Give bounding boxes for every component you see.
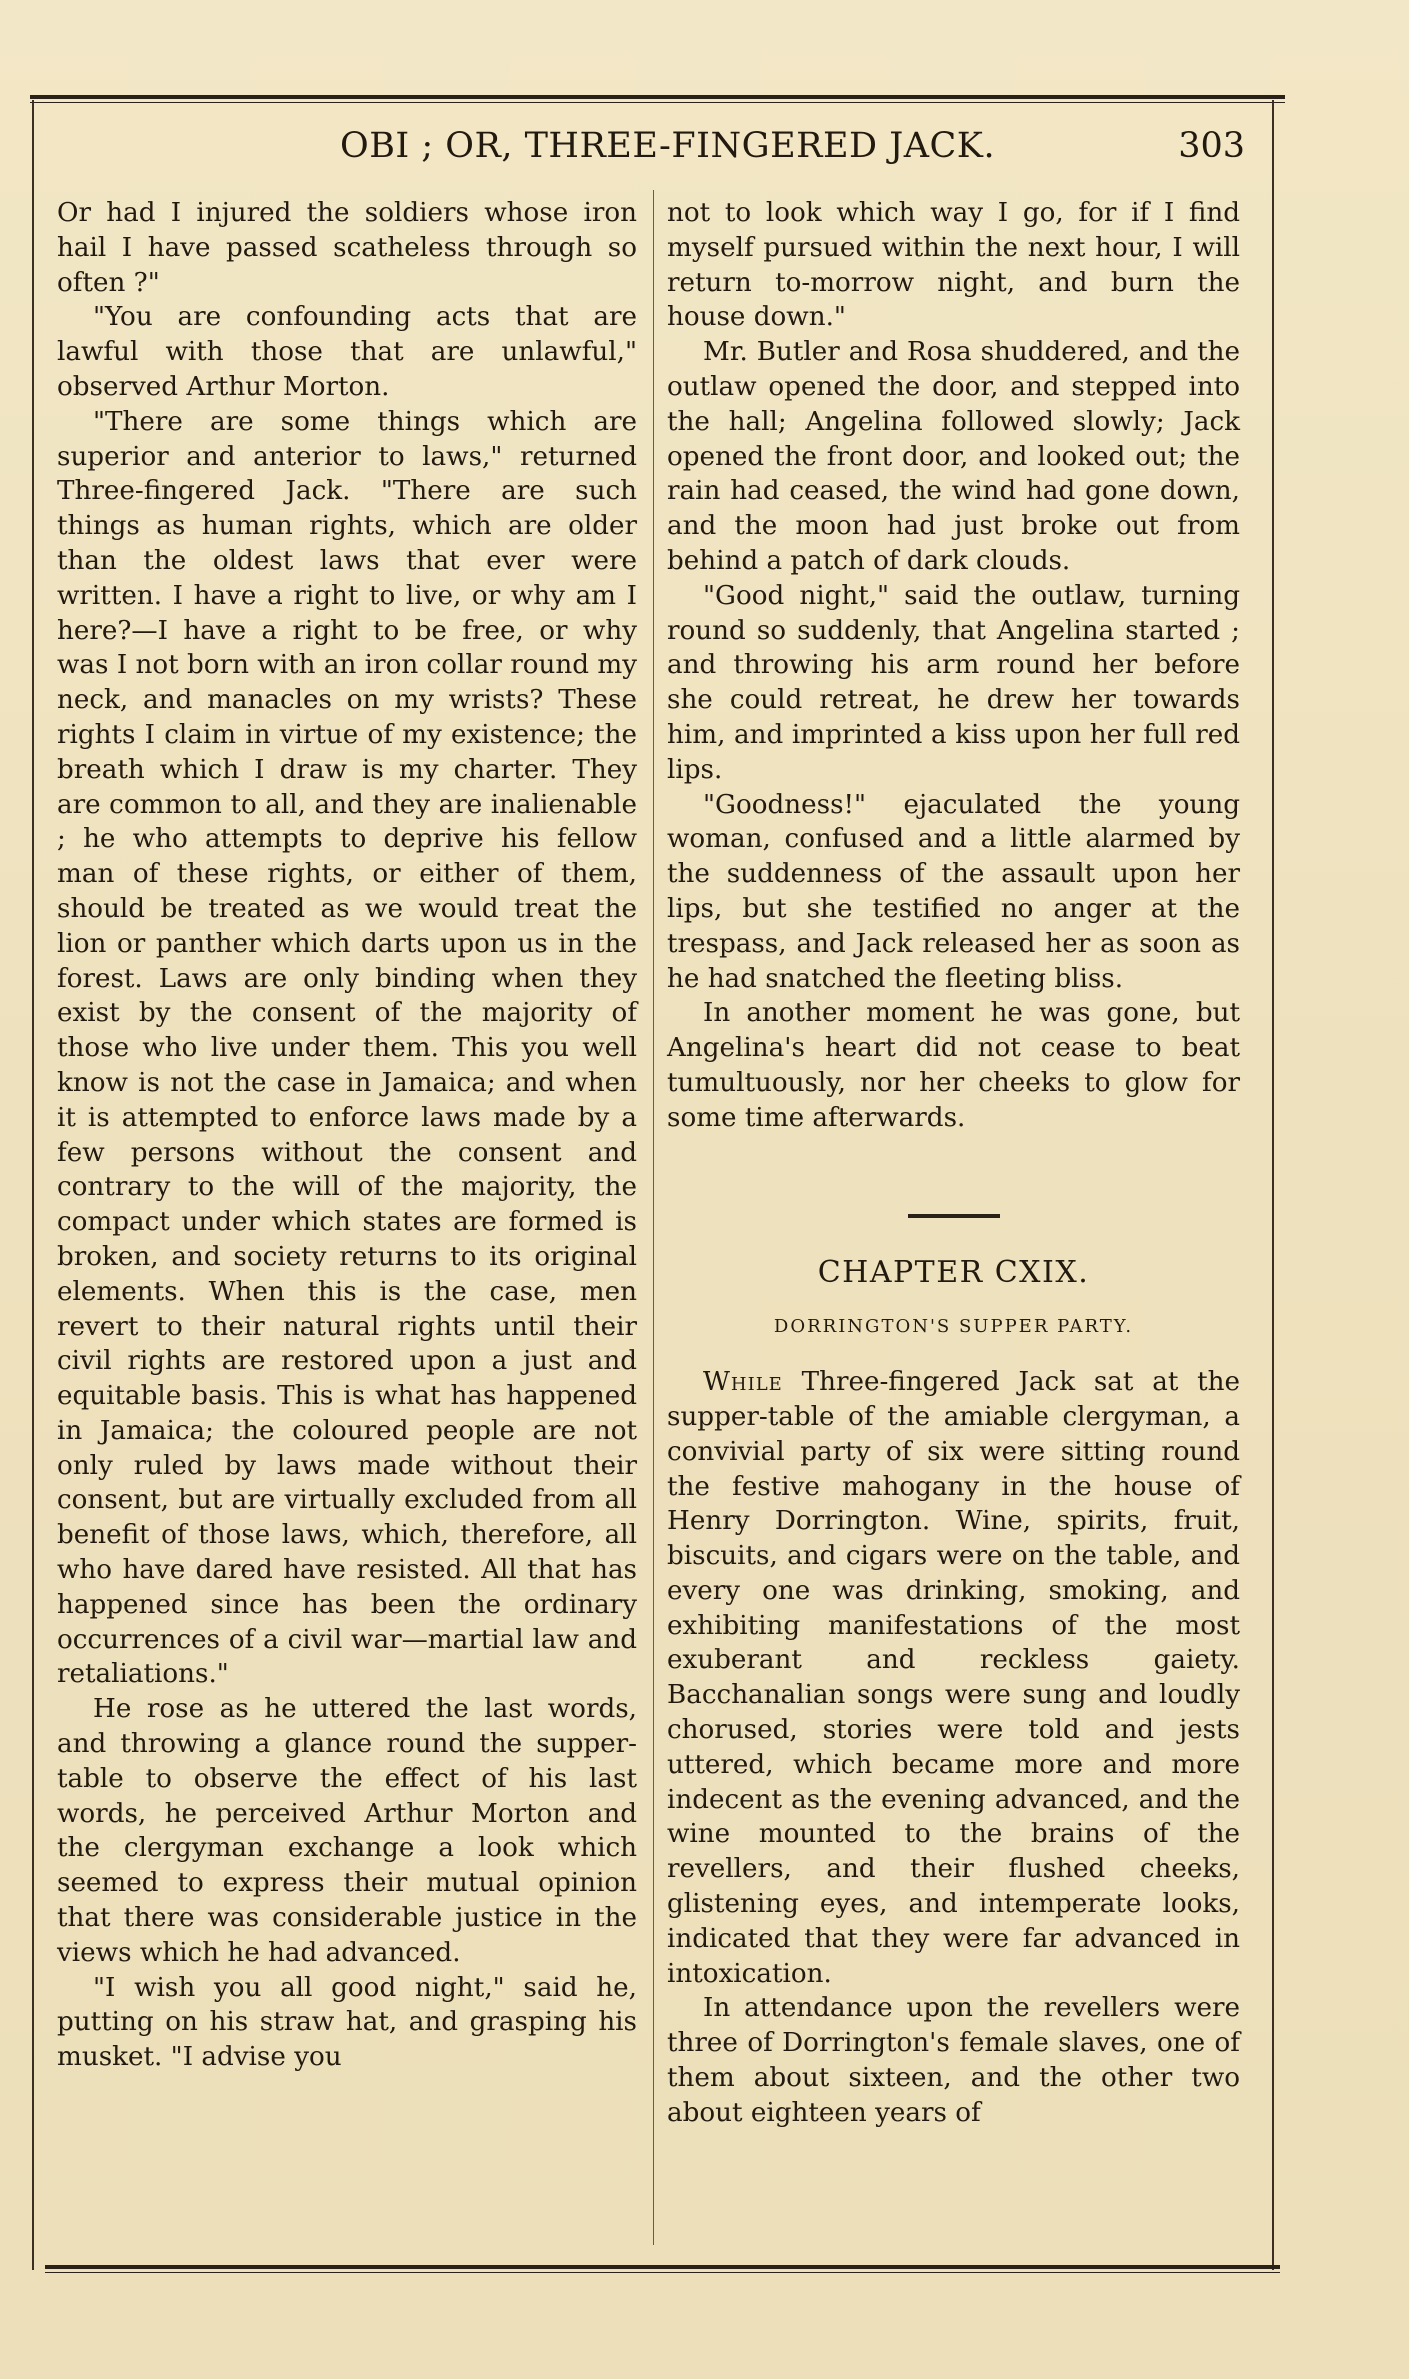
page-header <box>60 126 1260 176</box>
left-border-rule <box>32 100 34 2270</box>
paragraph: He rose as he uttered the last words, and throwing a glance round the supper-table to observe the effect of his last words, he perceived Arthur Morton and the clergyman exchange a look which seemed to express their mutual opinion that there was considerable justice in the views which he had advanced. <box>57 1694 637 1968</box>
right-border-rule <box>1272 100 1274 2270</box>
paragraph-lead-word: While <box>703 1367 783 1398</box>
paragraph: Mr. Butler and Rosa shuddered, and the outlaw opened the door, and stepped into the hall; Angelina followed slowly; Jack opened the front door, and looked out; the rain had ceased, the wind had gone down, and the moon had just broke out from behind a patch of dark clouds. <box>667 337 1240 576</box>
left-column <box>57 196 637 2075</box>
paragraph-body: Three-fingered Jack sat at the supper-table of the amiable clergyman, a convivial party of six were sitting round the festive mahogany in the house of Henry Dorrington. Wine, spirits, fruit, biscuits, and cigars were on the table, and every one was drinking, smoking, and exhibiting manifestations of the most exuberant and reckless gaiety. Bacchanalian songs were sung and loudly chorused, stories were told and jests uttered, which became more and more indecent as the evening advanced, and the wine mounted to the brains of the revellers, and their flushed cheeks, glistening eyes, and intemperate looks, indicated that they were far advanced in intoxication. <box>667 1367 1240 1989</box>
paragraph: not to look which way I go, for if I find myself pursued within the next hour, I will return to-morrow night, and burn the house down." <box>667 198 1240 333</box>
top-border-rule <box>30 95 1285 99</box>
paragraph: "There are some things which are superior and anterior to laws," returned Three-fingered Jack. "There are such things as human rights, which are older than the oldest laws that ever were written. I have a right to live, or why am I here?—I have a right to be free, or why was I not born with an iron collar round my neck, and manacles on my wrists? These rights I claim in virtue of my existence; the breath which I draw is my charter. They are common to all, and they are inalienable ; he who attempts to deprive his fellow man of these rights, or either of them, should be treated as we would treat the lion or panther which darts upon us in the forest. Laws are only binding when they exist by the consent of the majority of those who live under them. This you well know is not the case in Jamaica; and when it is attempted to enforce laws made by a few persons without the consent and contrary to the will of the majority, the compact under which states are formed is broken, and society returns to its original elements. When this is the case, men revert to their natural rights until their civil rights are restored upon a just and equitable basis. This is what has happened in Jamaica; the coloured people are not only ruled by laws made without their consent, but are virtually excluded from all benefit of those laws, which, therefore, all who have dared have resisted. All that has happened since has been the ordinary occurrences of a civil war—martial law and retaliations." <box>57 406 637 1690</box>
top-border-rule-thin <box>30 102 1285 103</box>
paragraph: Or had I injured the soldiers whose iron hail I have passed scatheless through so often ?" <box>57 198 637 298</box>
chapter-title: CHAPTER CXIX. <box>817 1254 1090 1290</box>
bottom-border-rule <box>45 2265 1280 2269</box>
column-divider <box>653 190 654 2245</box>
paragraph: "Good night," said the outlaw, turning round so suddenly, that Angelina started ; and throwing his arm round her before she could retreat, he drew her towards him, and imprinted a kiss upon her full red lips. <box>667 580 1240 785</box>
chapter-separator-rule <box>908 1214 1000 1218</box>
page-number: 303 <box>1178 126 1245 166</box>
bottom-border-rule-thin <box>45 2272 1280 2273</box>
paragraph: In another moment he was gone, but Angelina's heart did not cease to beat tumultuously, nor her cheeks to glow for some time afterwards. <box>667 998 1240 1133</box>
paragraph: "I wish you all good night," said he, putting on his straw hat, and grasping his musket. "I advise you <box>57 1972 637 2073</box>
chapter-subtitle: DORRINGTON'S SUPPER PARTY. <box>773 1316 1134 1338</box>
paragraph <box>667 1365 1240 1991</box>
right-column <box>667 196 1240 2131</box>
running-title: OBI ; OR, THREE-FINGERED JACK. <box>340 126 996 166</box>
paragraph: In attendance upon the revellers were three of Dorrington's female slaves, one of them about sixteen, and the other two about eighteen years of <box>667 1993 1240 2128</box>
paragraph: "Goodness!" ejaculated the young woman, confused and a little alarmed by the suddenness of the assault upon her lips, but she testified no anger at the trespass, and Jack released her as soon as he had snatched the fleeting bliss. <box>667 789 1240 994</box>
paragraph: "You are confounding acts that are lawful with those that are unlawful," observed Arthur Morton. <box>57 302 637 402</box>
